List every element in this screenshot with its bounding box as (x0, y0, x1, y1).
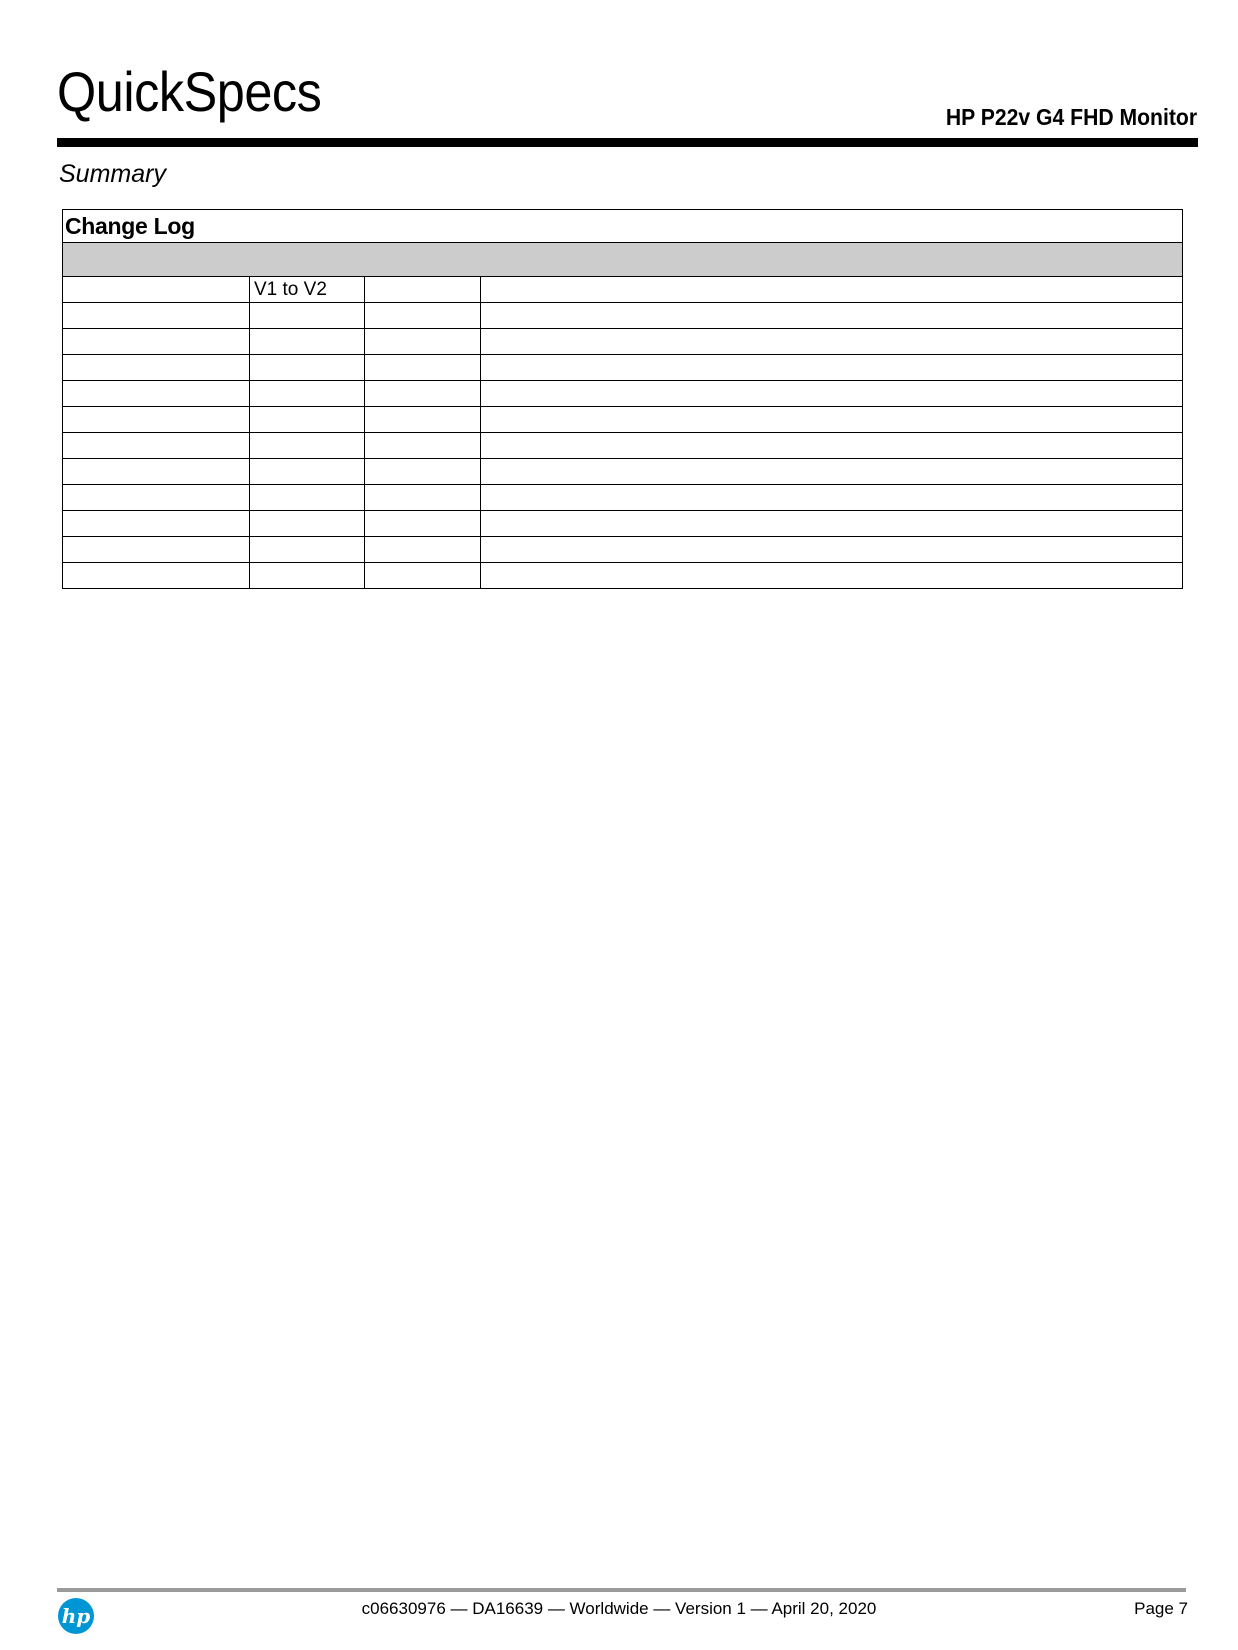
change-log-title-row (63, 210, 1183, 243)
table-row (63, 485, 1183, 511)
table-row (63, 329, 1183, 355)
table-cell (365, 511, 481, 537)
table-cell (365, 355, 481, 381)
table-cell (365, 485, 481, 511)
table-cell (250, 563, 365, 589)
table-cell (365, 563, 481, 589)
table-row (63, 537, 1183, 563)
table-row (63, 407, 1183, 433)
table-cell (63, 485, 250, 511)
table-row (63, 355, 1183, 381)
section-title: Summary (59, 160, 166, 188)
table-cell (481, 355, 1183, 381)
table-cell (481, 303, 1183, 329)
table-cell: V1 to V2 (250, 277, 365, 303)
table-cell (63, 433, 250, 459)
table-cell (63, 381, 250, 407)
table-cell (481, 329, 1183, 355)
table-cell (250, 459, 365, 485)
table-cell (481, 537, 1183, 563)
footer-rule (57, 1588, 1186, 1592)
table-cell (250, 485, 365, 511)
change-log-table (62, 209, 1183, 589)
table-cell (365, 459, 481, 485)
table-cell (365, 433, 481, 459)
table-row (63, 303, 1183, 329)
table-cell (365, 381, 481, 407)
header-band-cell (63, 243, 1183, 277)
header-rule (57, 138, 1198, 147)
table-cell (481, 407, 1183, 433)
table-cell (63, 459, 250, 485)
table-cell (63, 563, 250, 589)
table-cell (481, 485, 1183, 511)
table-row (63, 277, 1183, 303)
table-cell (63, 355, 250, 381)
table-cell (63, 511, 250, 537)
table-row (63, 563, 1183, 589)
change-log-title: Change Log (63, 210, 1183, 243)
table-cell (481, 381, 1183, 407)
table-row (63, 459, 1183, 485)
hp-logo-text: hp (61, 1604, 91, 1628)
brand-title: QuickSpecs (57, 60, 322, 123)
table-cell (481, 433, 1183, 459)
table-cell (365, 537, 481, 563)
table-row (63, 381, 1183, 407)
table-cell (250, 511, 365, 537)
table-cell (250, 303, 365, 329)
table-cell (63, 407, 250, 433)
table-cell (250, 381, 365, 407)
table-cell (63, 329, 250, 355)
table-cell (481, 563, 1183, 589)
table-cell (63, 537, 250, 563)
table-cell (481, 459, 1183, 485)
product-name: HP P22v G4 FHD Monitor (945, 104, 1197, 130)
table-cell (365, 407, 481, 433)
table-cell (365, 303, 481, 329)
footer-document-info: c06630976 — DA16639 — Worldwide — Version 1 — April 20, 2020 (361, 1599, 877, 1618)
table-cell (481, 511, 1183, 537)
table-cell (63, 303, 250, 329)
change-log-header-band (63, 243, 1183, 277)
table-cell (365, 329, 481, 355)
table-cell (250, 407, 365, 433)
table-cell (250, 329, 365, 355)
table-cell (250, 433, 365, 459)
table-cell (250, 537, 365, 563)
table-cell (481, 277, 1183, 303)
table-cell (63, 277, 250, 303)
table-row (63, 511, 1183, 537)
table-cell (250, 355, 365, 381)
table-row (63, 433, 1183, 459)
page-number: Page 7 (1134, 1599, 1188, 1618)
table-cell (365, 277, 481, 303)
